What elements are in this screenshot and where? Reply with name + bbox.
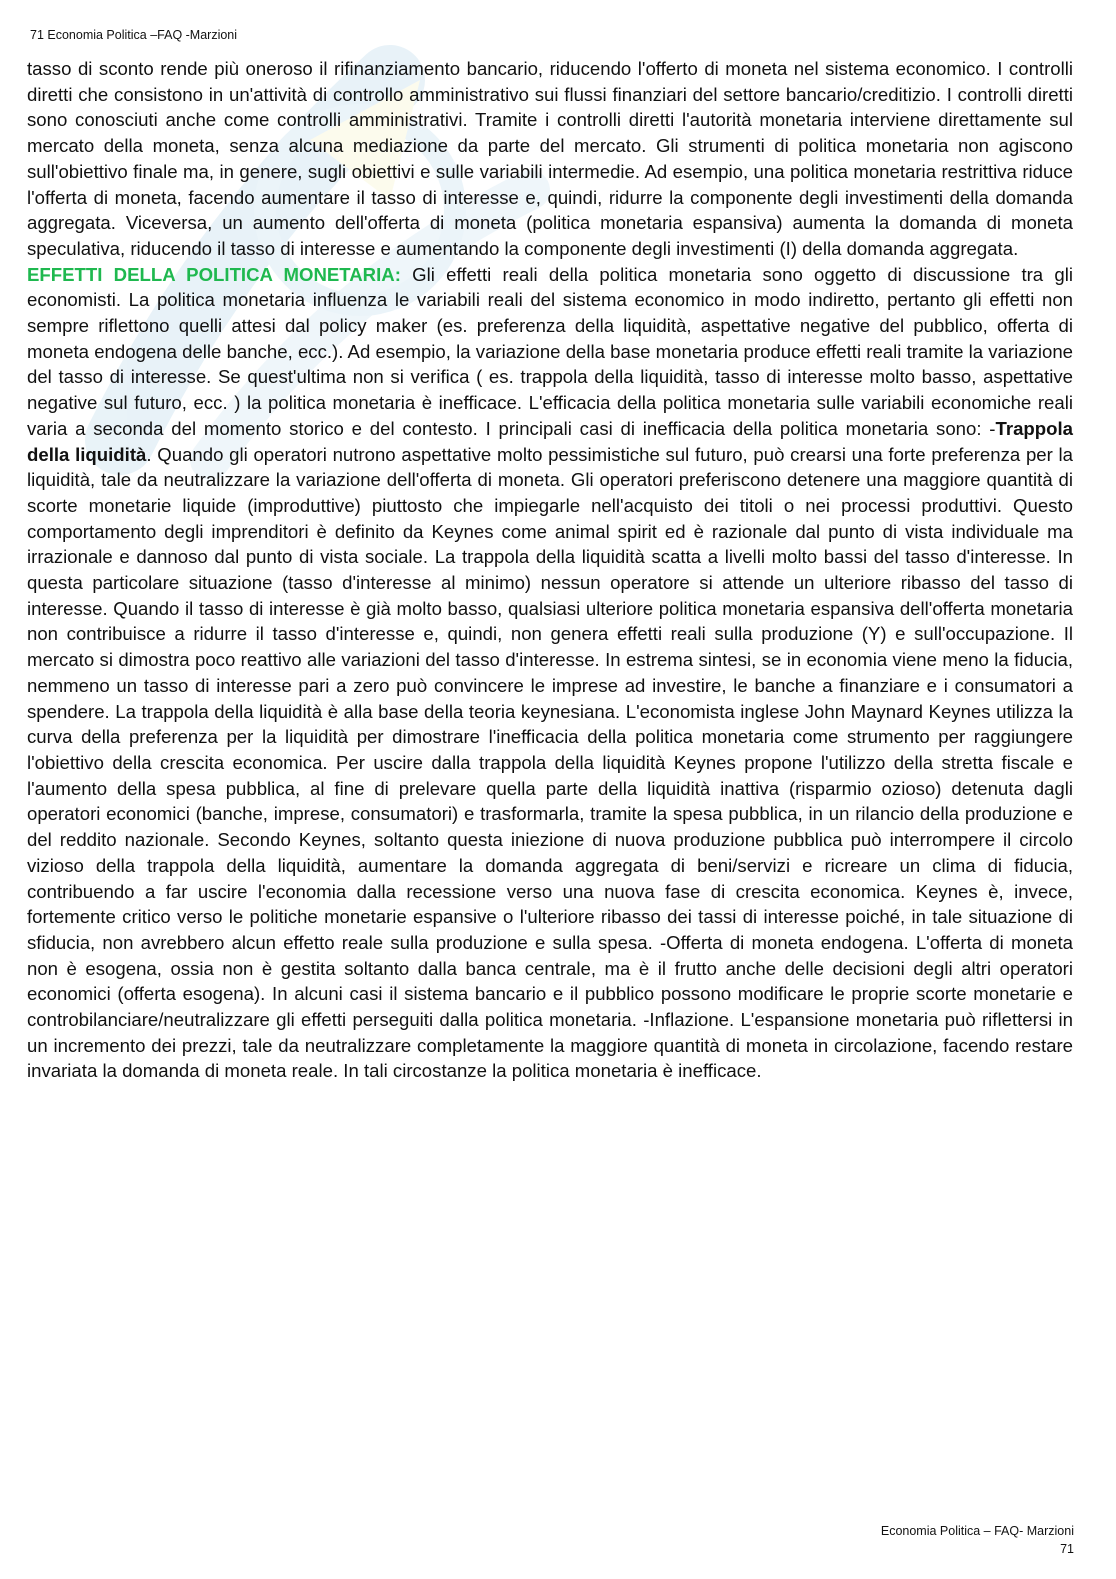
running-footer	[881, 1522, 1074, 1558]
section-heading: EFFETTI DELLA POLITICA MONETARIA:	[27, 263, 401, 285]
paragraph-effetti	[27, 262, 1073, 1085]
running-header: 71 Economia Politica –FAQ -Marzioni	[30, 28, 238, 42]
footer-title: Economia Politica – FAQ- Marzioni	[880, 1524, 1074, 1538]
paragraph-effetti-body: . Quando gli operatori nutrono aspettative molto pessimistiche sul futuro, può crearsi una forte preferenza per la liquidità, tale da neutralizzare la variazione dell'offerta di moneta. Gli operatori preferiscono detenere una maggiore quantità di scorte monetarie liquide (improduttive) piuttosto che impiegarle nell'acquisto dei titoli o nei processi produttivi. Questo comportamento degli imprenditori è definito da Keynes come animal spirit ed è razionale dal punto di vista individuale ma irrazionale e dannoso dal punto di vista sociale. La trappola della liquidità scatta a livelli molto bassi del tasso d'interesse. In questa particolare situazione (tasso d'interesse al minimo) nessun operatore si attende un ulteriore ribasso del tasso di interesse. Quando il tasso di interesse è già molto basso, qualsiasi ulteriore politica monetaria espansiva dell'offerta monetaria non contribuisce a ridurre il tasso d'interesse e, quindi, non genera effetti reali sulla produzione (Y) e sull'occupazione. Il mercato si dimostra poco reattivo alle variazioni del tasso d'interesse. In estrema sintesi, se in economia viene meno la fiducia, nemmeno un tasso di interesse pari a zero può convincere le imprese ad investire, le banche a finanziare e i consumatori a spendere. La trappola della liquidità è alla base della teoria keynesiana. L'economista inglese John Maynard Keynes utilizza la curva della preferenza per la liquidità per dimostrare l'inefficacia della politica monetaria come strumento per raggiungere l'obiettivo della crescita economica. Per uscire dalla trappola della liquidità Keynes propone l'utilizzo della stretta fiscale e l'aumento della spesa pubblica, al fine di prelevare quella parte della liquidità inattiva (risparmio ozioso) detenuta dagli operatori economici (banche, imprese, consumatori) e trasformarla, tramite la spesa pubblica, in un rilancio della produzione e del reddito nazionale. Secondo Keynes, soltanto questa iniezione di nuova produzione pubblica può interrompere il circolo vizioso della trappola della liquidità, aumentare la domanda aggregata di beni/servizi e ricreare un clima di fiducia, contribuendo a far uscire l'economia dalla recessione verso una nuova fase di crescita economica. Keynes è, invece, fortemente critico verso le politiche monetarie espansive o l'ulteriore ribasso dei tassi di interesse poiché, in tale situazione di sfiducia, non avrebbero alcun effetto reale sulla produzione e sulla spesa. -Offerta di moneta endogena. L'offerta di moneta non è esogena, ossia non è gestita soltanto dalla banca centrale, ma è il frutto anche delle decisioni degli altri operatori economici (offerta esogena). In alcuni casi il sistema bancario e il pubblico possono modificare le proprie scorte monetarie e controbilanciare/neutralizzare gli effetti perseguiti dalla politica monetaria. -Inflazione. L'espansione monetaria può riflettersi in un incremento dei prezzi, tale da neutralizzare completamente la maggiore quantità di moneta in circolazione, facendo restare invariata la domanda di moneta reale. In tali circostanze la politica monetaria è inefficace.	[27, 443, 1074, 1082]
body-text	[27, 56, 1073, 1084]
paragraph-effetti-intro: Gli effetti reali della politica monetaria sono oggetto di discussione tra gli economisti. La politica monetaria influenza le variabili reali del sistema economico in modo indiretto, pertanto gli effetti non sempre riflettono quelli attesi dal policy maker (es. preferenza della liquidità, aspettative negative del pubblico, offerta di moneta endogena delle banche, ecc.). Ad esempio, la variazione della base monetaria produce effetti reali tramite la variazione del tasso di interesse. Se quest'ultima non si verifica ( es. trappola della liquidità, tasso di interesse molto basso, aspettative negative sul futuro, ecc. ) la politica monetaria è inefficace. L'efficacia della politica monetaria sulle variabili economiche reali varia a seconda del momento storico e del contesto. I principali casi di inefficacia della politica monetaria sono: -	[27, 263, 1073, 439]
bold-term-trappola: Trappola della liquidità	[27, 417, 1073, 465]
page-number: 71	[1060, 1542, 1074, 1556]
paragraph-controlli: tasso di sconto rende più oneroso il rifinanziamento bancario, riducendo l'offerto di moneta nel sistema economico. I controlli diretti che consistono in un'attività di controllo amministrativo sui flussi finanziari del settore bancario/creditizio. I controlli diretti sono conosciuti anche come controlli amministrativi. Tramite i controlli diretti l'autorità monetaria interviene direttamente sul mercato della moneta, senza alcuna mediazione da parte del mercato. Gli strumenti di politica monetaria non agiscono sull'obiettivo finale ma, in genere, sugli obiettivi e sulle variabili intermedie. Ad esempio, una politica monetaria restrittiva riduce l'offerta di moneta, facendo aumentare il tasso di interesse e, quindi, ridurre la componente degli investimenti della domanda aggregata. Viceversa, un aumento dell'offerta di moneta (politica monetaria espansiva) aumenta la domanda di moneta speculativa, riducendo il tasso di interesse e aumentando la componente degli investimenti (I) della domanda aggregata.	[27, 58, 1073, 259]
